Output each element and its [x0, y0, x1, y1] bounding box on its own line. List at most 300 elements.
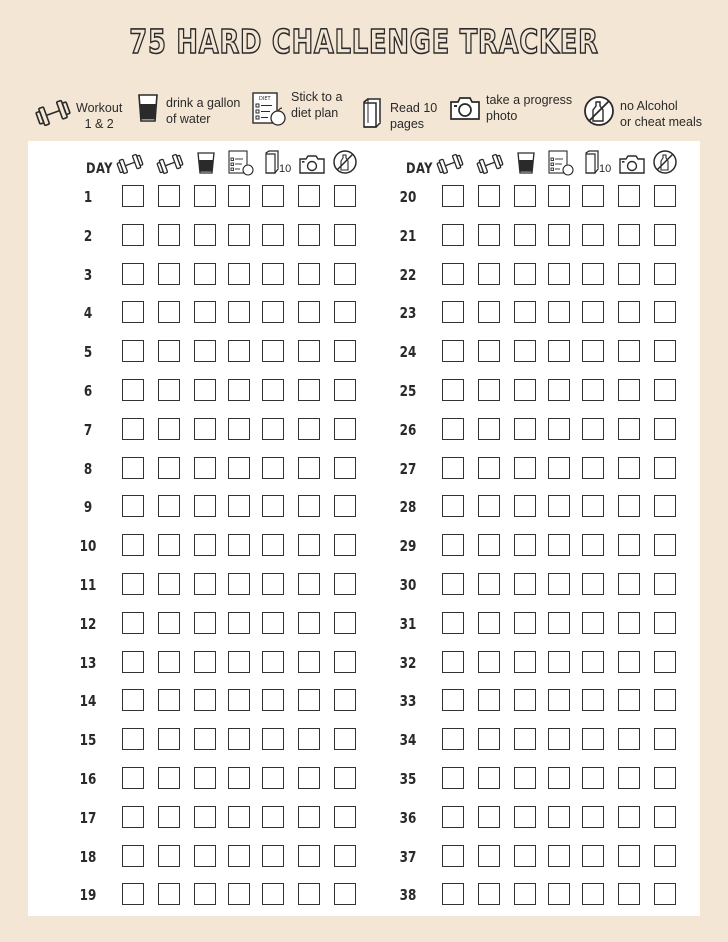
day-checkbox[interactable]	[262, 845, 284, 867]
day-checkbox[interactable]	[194, 767, 216, 789]
no-alcohol-icon	[582, 94, 616, 133]
day-checkbox[interactable]	[158, 224, 180, 246]
day-checkbox[interactable]	[478, 224, 500, 246]
day-checkbox[interactable]	[298, 379, 320, 401]
day-checkbox[interactable]	[514, 379, 536, 401]
day-checkbox[interactable]	[478, 301, 500, 323]
day-number: 20	[399, 188, 417, 206]
day-checkbox[interactable]	[514, 689, 536, 711]
day-checkbox[interactable]	[654, 263, 676, 285]
day-checkbox[interactable]	[654, 340, 676, 362]
day-row	[28, 845, 368, 871]
day-checkbox[interactable]	[122, 457, 144, 479]
day-checkbox[interactable]	[228, 767, 250, 789]
day-checkbox[interactable]	[228, 612, 250, 634]
day-checkbox[interactable]	[228, 340, 250, 362]
day-checkbox[interactable]	[548, 457, 570, 479]
day-checkbox[interactable]	[194, 457, 216, 479]
day-checkbox[interactable]	[654, 651, 676, 673]
day-checkbox[interactable]	[122, 806, 144, 828]
day-checkbox[interactable]	[122, 534, 144, 556]
day-number: 9	[83, 498, 93, 517]
day-checkbox[interactable]	[618, 457, 640, 479]
day-checkbox[interactable]	[548, 418, 570, 440]
day-checkbox[interactable]	[262, 301, 284, 323]
day-checkbox[interactable]	[262, 534, 284, 556]
day-checkbox[interactable]	[442, 651, 464, 673]
legend-item-water	[136, 92, 240, 129]
day-row	[28, 573, 368, 599]
day-checkbox[interactable]	[548, 534, 570, 556]
day-checkbox[interactable]	[158, 418, 180, 440]
day-checkbox[interactable]	[158, 612, 180, 634]
day-number: 32	[399, 653, 417, 672]
legend-text-line: photo	[486, 108, 518, 123]
day-checkbox[interactable]	[158, 301, 180, 323]
day-checkbox[interactable]	[582, 767, 604, 789]
day-checkbox[interactable]	[654, 457, 676, 479]
day-number: 8	[83, 459, 93, 478]
day-checkbox[interactable]	[194, 612, 216, 634]
day-checkbox[interactable]	[442, 806, 464, 828]
legend-item-read	[360, 96, 437, 135]
day-checkbox[interactable]	[478, 457, 500, 479]
day-checkbox[interactable]	[618, 728, 640, 750]
day-checkbox[interactable]	[442, 418, 464, 440]
day-checkbox[interactable]	[158, 534, 180, 556]
day-checkbox[interactable]	[298, 651, 320, 673]
day-checkbox[interactable]	[442, 495, 464, 517]
day-checkbox[interactable]	[228, 728, 250, 750]
day-number: 33	[399, 692, 417, 711]
day-checkbox[interactable]	[228, 418, 250, 440]
day-row	[348, 612, 688, 638]
day-checkbox[interactable]	[478, 185, 500, 207]
day-checkbox[interactable]	[158, 767, 180, 789]
day-checkbox[interactable]	[514, 845, 536, 867]
day-checkbox[interactable]	[228, 573, 250, 595]
day-checkbox[interactable]	[228, 845, 250, 867]
day-row	[28, 379, 368, 405]
day-number: 23	[399, 304, 417, 323]
legend-text-line: Read 10	[390, 100, 438, 115]
day-checkbox[interactable]	[298, 767, 320, 789]
day-number: 18	[79, 847, 97, 866]
day-checkbox[interactable]	[478, 379, 500, 401]
day-checkbox[interactable]	[442, 767, 464, 789]
day-checkbox[interactable]	[654, 185, 676, 207]
day-row	[348, 301, 688, 327]
legend-item-workout	[34, 98, 122, 133]
day-checkbox[interactable]	[122, 301, 144, 323]
day-checkbox[interactable]	[582, 728, 604, 750]
day-checkbox[interactable]	[548, 806, 570, 828]
day-checkbox[interactable]	[442, 224, 464, 246]
day-checkbox[interactable]	[514, 224, 536, 246]
day-checkbox[interactable]	[442, 379, 464, 401]
day-checkbox[interactable]	[548, 340, 570, 362]
day-checkbox[interactable]	[582, 845, 604, 867]
day-checkbox[interactable]	[298, 495, 320, 517]
day-checkbox[interactable]	[582, 340, 604, 362]
day-checkbox[interactable]	[478, 689, 500, 711]
day-checkbox[interactable]	[582, 418, 604, 440]
day-checkbox[interactable]	[194, 728, 216, 750]
day-checkbox[interactable]	[298, 263, 320, 285]
day-checkbox[interactable]	[582, 534, 604, 556]
day-checkbox[interactable]	[122, 418, 144, 440]
day-checkbox[interactable]	[298, 806, 320, 828]
day-checkbox[interactable]	[618, 495, 640, 517]
day-checkbox[interactable]	[618, 185, 640, 207]
day-checkbox[interactable]	[262, 263, 284, 285]
day-number: 30	[399, 576, 417, 594]
day-checkbox[interactable]	[122, 767, 144, 789]
day-checkbox[interactable]	[194, 495, 216, 517]
day-checkbox[interactable]	[298, 845, 320, 867]
day-checkbox[interactable]	[548, 883, 570, 905]
day-checkbox[interactable]	[194, 806, 216, 828]
day-checkbox[interactable]	[618, 263, 640, 285]
day-checkbox[interactable]	[158, 806, 180, 828]
day-checkbox[interactable]	[514, 573, 536, 595]
day-number: 10	[79, 537, 97, 556]
day-checkbox[interactable]	[298, 301, 320, 323]
day-number: 26	[399, 420, 417, 439]
day-row	[28, 340, 368, 366]
day-checkbox[interactable]	[228, 534, 250, 556]
day-row	[348, 689, 688, 715]
day-row	[28, 883, 368, 909]
day-checkbox[interactable]	[228, 301, 250, 323]
day-checkbox[interactable]	[228, 185, 250, 207]
day-checkbox[interactable]	[548, 573, 570, 595]
day-checkbox[interactable]	[122, 340, 144, 362]
day-number: 28	[399, 498, 417, 517]
page-title: 75 HARD CHALLENGE TRACKER	[129, 22, 599, 61]
day-checkbox[interactable]	[548, 612, 570, 634]
day-checkbox[interactable]	[158, 495, 180, 517]
day-number: 4	[83, 304, 93, 323]
day-checkbox[interactable]	[514, 418, 536, 440]
day-checkbox[interactable]	[582, 806, 604, 828]
day-checkbox[interactable]	[194, 224, 216, 246]
day-number: 38	[399, 886, 417, 905]
day-checkbox[interactable]	[618, 340, 640, 362]
day-checkbox[interactable]	[514, 806, 536, 828]
day-checkbox[interactable]	[158, 185, 180, 207]
day-checkbox[interactable]	[654, 301, 676, 323]
day-checkbox[interactable]	[514, 883, 536, 905]
day-checkbox[interactable]	[618, 651, 640, 673]
day-checkbox[interactable]	[228, 224, 250, 246]
day-checkbox[interactable]	[514, 457, 536, 479]
day-checkbox[interactable]	[654, 495, 676, 517]
day-checkbox[interactable]	[298, 573, 320, 595]
day-checkbox[interactable]	[122, 573, 144, 595]
day-checkbox[interactable]	[618, 806, 640, 828]
day-checkbox[interactable]	[478, 651, 500, 673]
day-checkbox[interactable]	[618, 573, 640, 595]
day-checkbox[interactable]	[262, 224, 284, 246]
day-row	[348, 534, 688, 560]
day-checkbox[interactable]	[478, 728, 500, 750]
day-checkbox[interactable]	[514, 495, 536, 517]
day-checkbox[interactable]	[122, 224, 144, 246]
day-checkbox[interactable]	[262, 457, 284, 479]
day-checkbox[interactable]	[478, 612, 500, 634]
day-checkbox[interactable]	[582, 612, 604, 634]
day-checkbox[interactable]	[122, 883, 144, 905]
day-checkbox[interactable]	[262, 495, 284, 517]
day-checkbox[interactable]	[548, 728, 570, 750]
day-checkbox[interactable]	[442, 883, 464, 905]
day-checkbox[interactable]	[262, 883, 284, 905]
day-checkbox[interactable]	[262, 418, 284, 440]
day-checkbox[interactable]	[618, 534, 640, 556]
day-checkbox[interactable]	[228, 379, 250, 401]
day-checkbox[interactable]	[654, 418, 676, 440]
day-checkbox[interactable]	[478, 767, 500, 789]
day-checkbox[interactable]	[262, 689, 284, 711]
dumbbell-icon	[116, 153, 144, 180]
day-checkbox[interactable]	[478, 340, 500, 362]
day-checkbox[interactable]	[158, 263, 180, 285]
day-checkbox[interactable]	[194, 573, 216, 595]
day-checkbox[interactable]	[548, 263, 570, 285]
day-checkbox[interactable]	[262, 806, 284, 828]
day-checkbox[interactable]	[122, 689, 144, 711]
day-checkbox[interactable]	[442, 534, 464, 556]
day-checkbox[interactable]	[478, 534, 500, 556]
legend-text-line: of water	[166, 111, 211, 126]
day-checkbox[interactable]	[262, 651, 284, 673]
day-checkbox[interactable]	[122, 845, 144, 867]
dumbbell-icon	[34, 98, 72, 133]
day-checkbox[interactable]	[548, 845, 570, 867]
no-alcohol-icon	[652, 149, 678, 180]
day-checkbox[interactable]	[194, 185, 216, 207]
day-checkbox[interactable]	[582, 689, 604, 711]
day-checkbox[interactable]	[298, 612, 320, 634]
water-glass-icon	[136, 92, 160, 129]
day-row	[28, 612, 368, 638]
day-number: 34	[399, 731, 417, 750]
day-checkbox[interactable]	[478, 883, 500, 905]
day-checkbox[interactable]	[654, 806, 676, 828]
day-checkbox[interactable]	[514, 340, 536, 362]
day-checkbox[interactable]	[548, 495, 570, 517]
day-checkbox[interactable]	[654, 728, 676, 750]
day-checkbox[interactable]	[228, 689, 250, 711]
day-checkbox[interactable]	[298, 728, 320, 750]
day-checkbox[interactable]	[654, 883, 676, 905]
day-number: 1	[83, 188, 93, 206]
day-checkbox[interactable]	[442, 573, 464, 595]
day-checkbox[interactable]	[618, 883, 640, 905]
day-checkbox[interactable]	[582, 263, 604, 285]
day-row	[348, 883, 688, 909]
day-checkbox[interactable]	[228, 457, 250, 479]
day-checkbox[interactable]	[194, 689, 216, 711]
book-icon	[584, 149, 600, 180]
day-checkbox[interactable]	[548, 651, 570, 673]
day-checkbox[interactable]	[442, 263, 464, 285]
day-checkbox[interactable]	[548, 224, 570, 246]
day-checkbox[interactable]	[262, 728, 284, 750]
day-checkbox[interactable]	[654, 612, 676, 634]
day-checkbox[interactable]	[514, 651, 536, 673]
day-checkbox[interactable]	[478, 845, 500, 867]
day-checkbox[interactable]	[442, 728, 464, 750]
day-checkbox[interactable]	[548, 767, 570, 789]
day-checkbox[interactable]	[618, 301, 640, 323]
day-number: 2	[83, 226, 93, 245]
day-checkbox[interactable]	[158, 845, 180, 867]
day-checkbox[interactable]	[122, 379, 144, 401]
day-checkbox[interactable]	[478, 263, 500, 285]
day-checkbox[interactable]	[194, 301, 216, 323]
day-checkbox[interactable]	[194, 340, 216, 362]
day-checkbox[interactable]	[514, 534, 536, 556]
day-checkbox[interactable]	[478, 418, 500, 440]
day-checkbox[interactable]	[442, 301, 464, 323]
day-checkbox[interactable]	[194, 651, 216, 673]
day-checkbox[interactable]	[262, 185, 284, 207]
day-checkbox[interactable]	[618, 767, 640, 789]
day-row	[348, 573, 688, 599]
day-checkbox[interactable]	[228, 806, 250, 828]
day-checkbox[interactable]	[228, 883, 250, 905]
day-number: 14	[79, 692, 97, 711]
day-checkbox[interactable]	[442, 340, 464, 362]
day-checkbox[interactable]	[514, 767, 536, 789]
day-checkbox[interactable]	[618, 612, 640, 634]
day-checkbox[interactable]	[122, 185, 144, 207]
day-checkbox[interactable]	[442, 612, 464, 634]
day-checkbox[interactable]	[262, 379, 284, 401]
day-checkbox[interactable]	[618, 418, 640, 440]
day-row	[348, 767, 688, 793]
day-checkbox[interactable]	[478, 573, 500, 595]
day-checkbox[interactable]	[442, 185, 464, 207]
day-checkbox[interactable]	[194, 263, 216, 285]
day-checkbox[interactable]	[582, 457, 604, 479]
day-checkbox[interactable]	[618, 845, 640, 867]
day-checkbox[interactable]	[262, 612, 284, 634]
day-checkbox[interactable]	[158, 340, 180, 362]
day-checkbox[interactable]	[122, 263, 144, 285]
day-checkbox[interactable]	[298, 340, 320, 362]
day-checkbox[interactable]	[582, 651, 604, 673]
day-checkbox[interactable]	[122, 495, 144, 517]
day-checkbox[interactable]	[582, 301, 604, 323]
day-checkbox[interactable]	[262, 573, 284, 595]
day-checkbox[interactable]	[228, 651, 250, 673]
day-row	[28, 806, 368, 832]
day-checkbox[interactable]	[158, 689, 180, 711]
day-checkbox[interactable]	[194, 379, 216, 401]
day-checkbox[interactable]	[122, 612, 144, 634]
day-checkbox[interactable]	[582, 573, 604, 595]
day-checkbox[interactable]	[548, 185, 570, 207]
day-checkbox[interactable]	[158, 457, 180, 479]
day-checkbox[interactable]	[298, 224, 320, 246]
day-checkbox[interactable]	[514, 263, 536, 285]
day-checkbox[interactable]	[298, 689, 320, 711]
day-checkbox[interactable]	[654, 689, 676, 711]
day-checkbox[interactable]	[618, 689, 640, 711]
day-checkbox[interactable]	[514, 612, 536, 634]
day-checkbox[interactable]	[654, 767, 676, 789]
day-checkbox[interactable]	[298, 883, 320, 905]
day-checkbox[interactable]	[654, 224, 676, 246]
day-checkbox[interactable]	[298, 534, 320, 556]
day-checkbox[interactable]	[548, 301, 570, 323]
day-checkbox[interactable]	[654, 534, 676, 556]
day-checkbox[interactable]	[194, 534, 216, 556]
day-checkbox[interactable]	[122, 651, 144, 673]
day-checkbox[interactable]	[158, 573, 180, 595]
day-checkbox[interactable]	[478, 806, 500, 828]
day-checkbox[interactable]	[478, 495, 500, 517]
day-checkbox[interactable]	[548, 689, 570, 711]
day-checkbox[interactable]	[228, 263, 250, 285]
day-checkbox[interactable]	[158, 379, 180, 401]
legend-item-photo	[448, 94, 572, 127]
day-checkbox[interactable]	[654, 379, 676, 401]
day-number: 19	[79, 886, 97, 905]
day-checkbox[interactable]	[298, 457, 320, 479]
day-checkbox[interactable]	[194, 418, 216, 440]
day-checkbox[interactable]	[514, 728, 536, 750]
day-checkbox[interactable]	[194, 883, 216, 905]
day-checkbox[interactable]	[122, 728, 144, 750]
day-checkbox[interactable]	[514, 185, 536, 207]
legend-item-no-alcohol	[582, 94, 702, 133]
day-checkbox[interactable]	[618, 379, 640, 401]
day-checkbox[interactable]	[442, 457, 464, 479]
day-checkbox[interactable]	[582, 224, 604, 246]
day-checkbox[interactable]	[442, 845, 464, 867]
day-checkbox[interactable]	[262, 767, 284, 789]
day-checkbox[interactable]	[158, 883, 180, 905]
day-checkbox[interactable]	[582, 495, 604, 517]
day-checkbox[interactable]	[158, 651, 180, 673]
day-number: 22	[399, 265, 417, 284]
day-checkbox[interactable]	[582, 883, 604, 905]
svg-text:DIET: DIET	[259, 96, 271, 102]
day-checkbox[interactable]	[654, 573, 676, 595]
day-checkbox[interactable]	[298, 185, 320, 207]
day-checkbox[interactable]	[514, 301, 536, 323]
day-checkbox[interactable]	[618, 224, 640, 246]
day-number: 17	[79, 808, 97, 827]
day-checkbox[interactable]	[582, 379, 604, 401]
day-row	[28, 651, 368, 677]
day-checkbox[interactable]	[228, 495, 250, 517]
day-checkbox[interactable]	[654, 845, 676, 867]
day-checkbox[interactable]	[442, 689, 464, 711]
day-checkbox[interactable]	[262, 340, 284, 362]
day-column-label: DAY	[406, 161, 433, 177]
day-checkbox[interactable]	[548, 379, 570, 401]
day-checkbox[interactable]	[194, 845, 216, 867]
day-checkbox[interactable]	[298, 418, 320, 440]
day-checkbox[interactable]	[582, 185, 604, 207]
day-row	[28, 495, 368, 521]
day-checkbox[interactable]	[158, 728, 180, 750]
